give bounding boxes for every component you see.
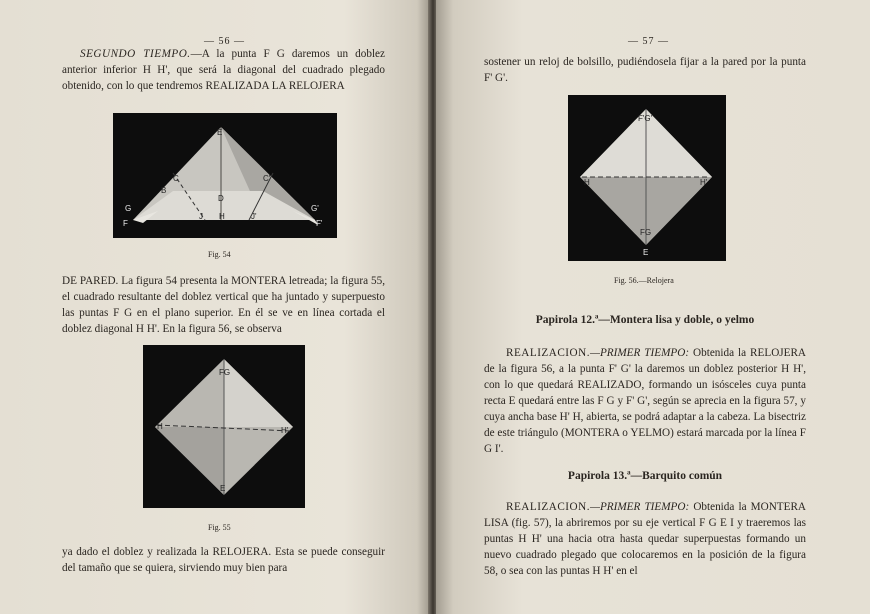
fig54-label: E <box>217 128 223 137</box>
section-heading: Papirola 13.ª—Barquito común <box>567 470 723 482</box>
fig54-label: F <box>123 219 128 228</box>
fig56-label: FG <box>640 228 652 237</box>
fig54-label: D <box>218 194 224 203</box>
paragraph-text: —A la punta F G daremos un doblez anterior inferior H H', que será la diagonal del cuadrado plegado obtenido, con lo que tendremos REALIZADA LA RELOJERA <box>62 48 385 92</box>
fig56-label: F'G' <box>638 114 653 123</box>
lead-text: REALIZACION. <box>506 501 590 513</box>
fig56-label: H' <box>700 178 708 187</box>
left-page <box>0 0 430 614</box>
figure-54-photo <box>113 113 337 238</box>
fig55-label: E <box>220 484 226 493</box>
paragraph <box>484 345 806 457</box>
fig54-label: J <box>199 212 203 221</box>
fig54-label: G' <box>311 204 319 213</box>
fig56-label: E <box>643 248 649 257</box>
section-heading: Papirola 12.ª—Montera lisa y doble, o yelmo <box>535 314 755 326</box>
paragraph-text: ya dado el doblez y realizada la RELOJERA. Esta se puede conseguir del tamaño que se quiera, sirviendo muy bien para <box>62 546 385 574</box>
fig54-label: G <box>125 204 132 213</box>
figure-55-photo <box>143 345 305 508</box>
figure-56-drawing <box>568 95 726 261</box>
paragraph-text: Obtenida la MONTERA LISA (fig. 57), la abriremos por su eje vertical F G E I y traeremos las puntas H H' una hacia otra hasta quedar superpuestas formando un nuevo cuadrado plegado que colocaremos en la posición de la figura 58, o sea con las puntas H H' en el <box>484 501 806 577</box>
paragraph <box>62 46 385 94</box>
lead-text: REALIZACION. <box>506 347 590 359</box>
fig54-label: B <box>161 186 167 195</box>
fig54-label: C' <box>263 174 271 183</box>
paragraph <box>484 499 806 579</box>
paragraph <box>484 54 806 86</box>
page-number: — 56 — <box>204 36 245 47</box>
page-number: — 57 — <box>628 36 669 47</box>
fig54-label: H <box>219 212 225 221</box>
figure-caption: Fig. 55 <box>208 523 231 532</box>
fig54-label: F' <box>316 219 323 228</box>
figure-55-drawing <box>143 345 305 508</box>
paragraph-text: Obtenida la RELOJERA de la figura 56, a la punta F' G' la daremos un doblez posterior H H', con lo que quedará REALIZADO, formando un isósceles cuya punta recta E quedará entre las F G y F' G', según se aprecia en la figura 57, y cuya ancha base H' H, abierta, se podrá adaptar a la cabeza. La bisectriz de este triángulo (MONTERA o YELMO) estará marcada por la línea F G I'. <box>484 347 806 455</box>
paragraph-text: DE PARED. La figura 54 presenta la MONTERA letreada; la figura 55, el cuadrado resultante del doblez vertical que ha juntado y superpuesto las puntas F G en el plano superior. En él se ve en línea cortada el doblez diagonal H H'. En la figura 56, se observa <box>62 275 385 335</box>
lead-text: SEGUNDO TIEMPO. <box>80 48 191 60</box>
figure-caption: Fig. 56.—Relojera <box>614 276 674 285</box>
figure-caption: Fig. 54 <box>208 250 231 259</box>
right-page <box>436 0 870 614</box>
fig54-label: J' <box>251 212 257 221</box>
lead-italic: —PRIMER TIEMPO: <box>590 347 690 359</box>
paragraph-text: sostener un reloj de bolsillo, pudiéndosela fijar a la pared por la punta F' G'. <box>484 56 806 84</box>
fig54-label: C <box>173 174 179 183</box>
fig55-label: FG <box>219 368 231 377</box>
fig55-label: H' <box>281 426 289 435</box>
figure-54-drawing <box>113 113 337 238</box>
paragraph <box>62 544 385 576</box>
lead-italic: —PRIMER TIEMPO: <box>590 501 690 513</box>
figure-56-photo <box>568 95 726 261</box>
fig56-label: H <box>584 178 590 187</box>
fig55-label: H <box>157 422 163 431</box>
paragraph <box>62 273 385 337</box>
